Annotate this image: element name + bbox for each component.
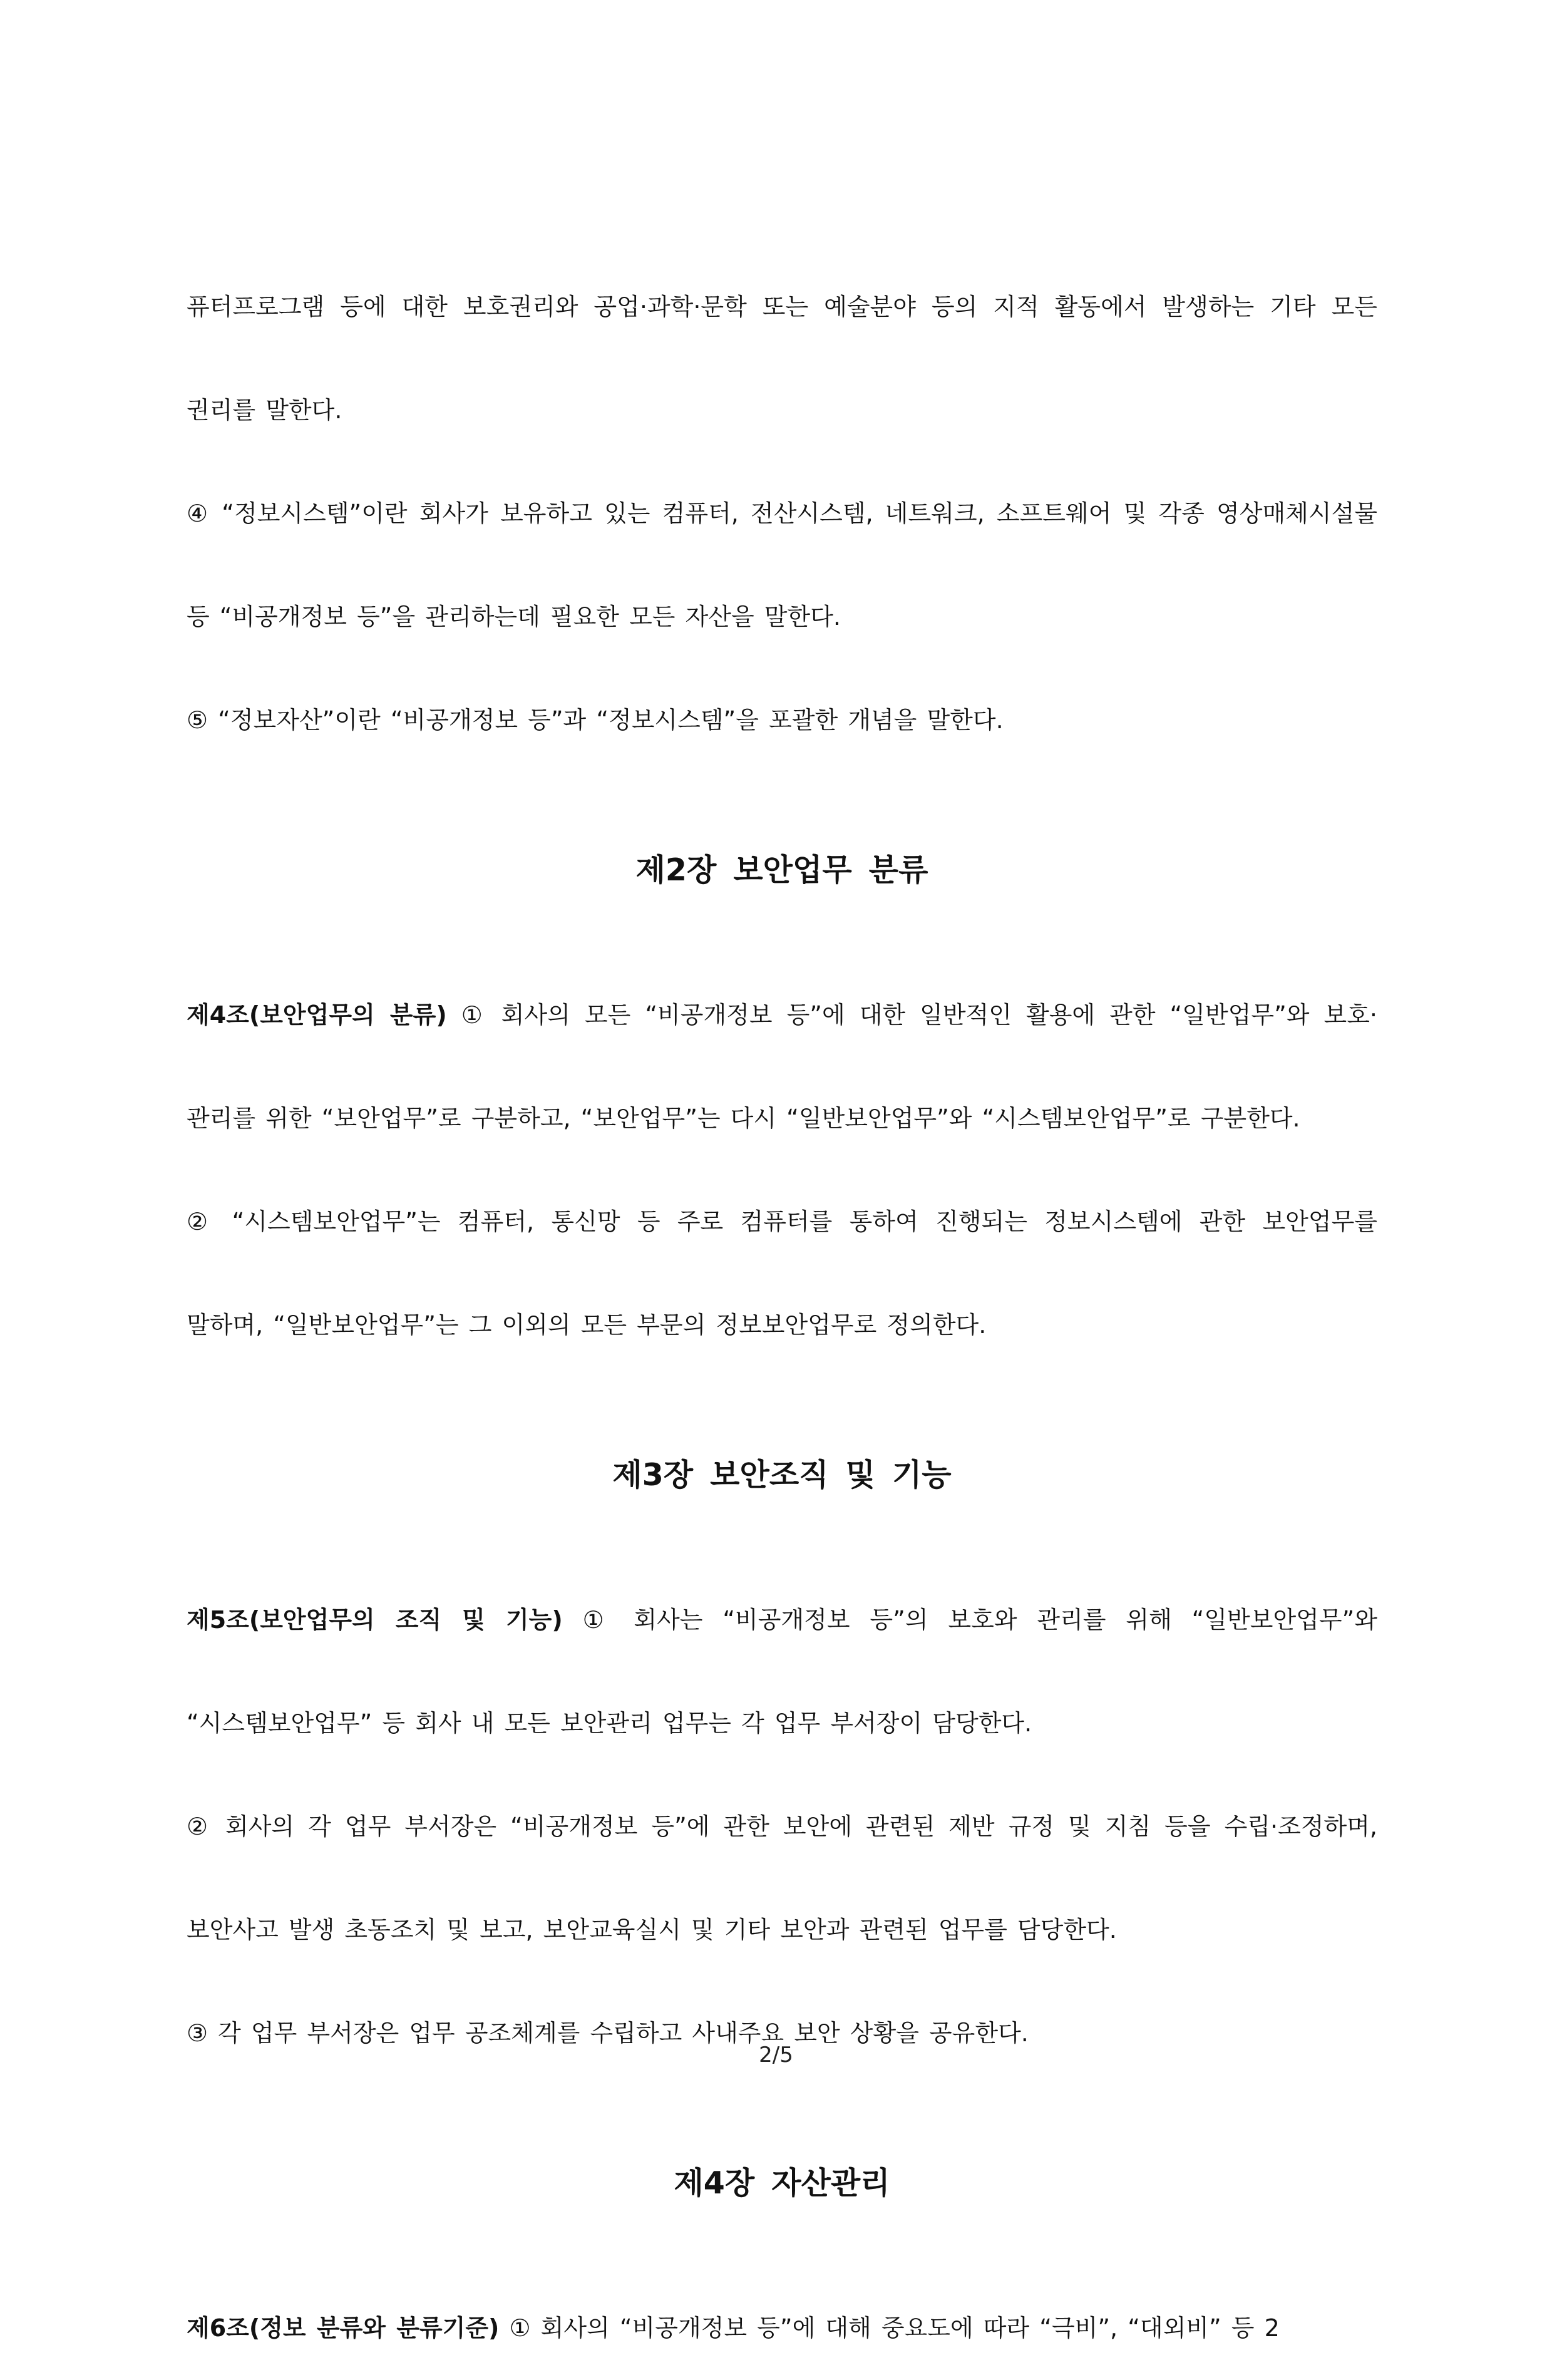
chapter-4-heading: 제4장 자산관리: [674, 2165, 890, 2201]
article-4-paragraph-2: ② “시스템보안업무”는 컴퓨터, 통신망 등 주로 컴퓨터를 통하여 진행되는 정보시스템에 관한 보안업무를 말하며, “일반보안업무”는 그 이외의 모든 부문의 정보보안업무로 정의한다.: [187, 1208, 1377, 1339]
article-5-text: ① 회사는 “비공개정보 등”의 보호와 관리를 위해 “일반보안업무”와 “시스템보안업무” 등 회사 내 모든 보안관리 업무는 각 업무 부서장이 담당한다.: [187, 1606, 1377, 1737]
chapter-3-heading: 제3장 보안조직 및 기능: [612, 1457, 952, 1493]
article-5-paragraph-3: ③ 각 업무 부서장은 업무 공조체계를 수립하고 사내주요 보안 상황을 공유한다.: [187, 2019, 1029, 2047]
article-4-title: 제4조(보안업무의 분류): [187, 1001, 447, 1029]
article-5-paragraph-2: ② 회사의 각 업무 부서장은 “비공개정보 등”에 관한 보안에 관련된 제반 규정 및 지침 등을 수립·조정하며, 보안사고 발생 초동조치 및 보고, 보안교육실시 및 기타 보안과 관련된 업무를 담당한다.: [187, 1813, 1377, 1944]
chapter-2-heading: 제2장 보안업무 분류: [635, 852, 928, 888]
paragraph-information-asset-definition: ⑤ “정보자산”이란 “비공개정보 등”과 “정보시스템”을 포괄한 개념을 말한다.: [187, 706, 1004, 734]
paragraph-ip-rights-continued: 퓨터프로그램 등에 대한 보호권리와 공업·과학·문학 또는 예술분야 등의 지적 활동에서 발생하는 기타 모든 권리를 말한다.: [187, 293, 1377, 424]
article-6-text: ① 회사의 “비공개정보 등”에 대해 중요도에 따라 “극비”, “대외비” 등 2: [499, 2314, 1280, 2342]
article-5-title: 제5조(보안업무의 조직 및 기능): [187, 1606, 563, 1634]
article-4-text: ① 회사의 모든 “비공개정보 등”에 대한 일반적인 활용에 관한 “일반업무”와 보호·관리를 위한 “보안업무”로 구분하고, “보안업무”는 다시 “일반보안업무”와 “시스템보안업무”로 구분한다.: [187, 1001, 1377, 1132]
article-6-title: 제6조(정보 분류와 분류기준): [187, 2314, 500, 2342]
paragraph-information-system-definition: ④ “정보시스템”이란 회사가 보유하고 있는 컴퓨터, 전산시스템, 네트워크, 소프트웨어 및 각종 영상매체시설물 등 “비공개정보 등”을 관리하는데 필요한 모든 자산을 말한다.: [187, 500, 1377, 631]
article-6-paragraph-1: [187, 2277, 1377, 2380]
page-number: 2/5: [759, 2043, 793, 2068]
article-5-paragraph-1: [187, 1569, 1377, 1775]
article-4-paragraph-1: [187, 964, 1377, 1170]
